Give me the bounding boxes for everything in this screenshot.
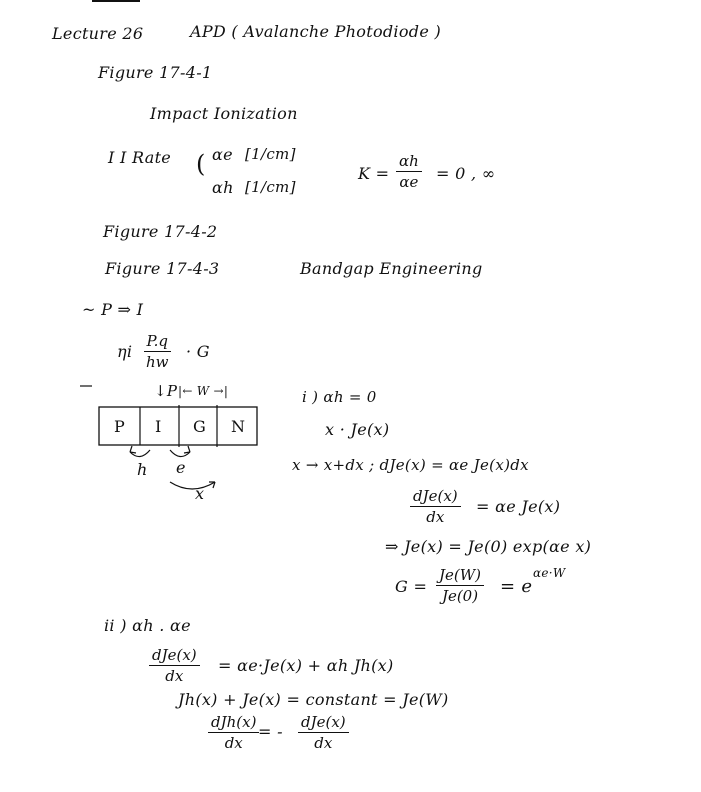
gain-fraction — [436, 566, 484, 605]
case-2-hole-derivative — [208, 713, 259, 752]
case-1-derivative-num: dJe(x) — [410, 487, 461, 507]
case-2-derivative-num: dJe(x) — [149, 646, 200, 666]
alpha-e-unit: [1/cm] — [245, 145, 296, 163]
case-1-title: i ) αh = 0 — [302, 388, 377, 406]
alpha-h-unit: [1/cm] — [245, 178, 296, 196]
alpha-e-symbol: αe — [212, 145, 233, 164]
layer-i: I — [155, 417, 162, 436]
ii-rate-label: I I Rate — [108, 148, 172, 167]
electron-arrow — [170, 450, 190, 457]
layer-p: P — [114, 417, 126, 436]
gain-denominator: Je(0) — [441, 587, 479, 605]
case-2-constant: Jh(x) + Je(x) = constant = Je(W) — [178, 690, 449, 709]
case-1-solution: ⇒ Je(x) = Je(0) exp(αe x) — [385, 537, 592, 556]
figure-3-label: Figure 17-4-3 — [105, 259, 220, 278]
case-2-electron-derivative — [298, 713, 349, 752]
k-ratio-numerator: αh — [396, 152, 422, 172]
width-label: |← W →| — [178, 384, 229, 398]
topic-title: APD ( Avalanche Photodiode ) — [190, 22, 442, 41]
case-2-title: ii ) αh . αe — [104, 616, 191, 635]
hole-label: h — [137, 460, 148, 479]
figure-2-label: Figure 17-4-2 — [103, 222, 218, 241]
layer-g: G — [193, 417, 207, 436]
case-1-line-2: x → x+dx ; dJe(x) = αe Je(x)dx — [292, 456, 529, 474]
electron-arrowhead — [184, 446, 190, 453]
electron-label: e — [176, 458, 186, 477]
case-2-electron-derivative-den: dx — [314, 734, 333, 752]
gain-lhs: G = — [395, 577, 428, 596]
k-ratio-denominator: αe — [399, 173, 419, 191]
alpha-h-symbol: αh — [212, 178, 234, 197]
case-1-derivative-den: dx — [426, 508, 445, 526]
p-to-i-label: ~ P ⇒ I — [82, 300, 144, 319]
case-2-derivative — [149, 646, 200, 685]
case-1-derivative-rhs: = αe Je(x) — [476, 497, 561, 516]
case-2-derivative-rhs: = αe·Je(x) + αh Jh(x) — [218, 656, 394, 675]
k-ratio-lhs: K = — [358, 164, 390, 183]
gain-rhs: = e — [500, 576, 533, 597]
rate-brace: ( — [196, 150, 206, 178]
eta-prefix: ηi — [117, 342, 133, 361]
case-2-electron-derivative-num: dJe(x) — [298, 713, 349, 733]
case-1-derivative — [410, 487, 461, 526]
case-2-derivative-den: dx — [165, 667, 184, 685]
eta-suffix: · G — [186, 342, 210, 361]
figure-1-label: Figure 17-4-1 — [98, 63, 213, 82]
k-ratio-rhs: = 0 , ∞ — [436, 164, 496, 183]
impact-ionization-heading: Impact Ionization — [150, 104, 298, 123]
gain-numerator: Je(W) — [436, 566, 484, 586]
x-arrow — [170, 482, 215, 489]
light-arrow-label: ↓P — [154, 382, 178, 400]
hole-arrow — [130, 450, 150, 457]
eta-numerator: P.q — [144, 332, 171, 352]
bandgap-engineering-label: Bandgap Engineering — [300, 259, 483, 278]
case-2-hole-derivative-den: dx — [224, 734, 243, 752]
hole-arrowhead — [130, 446, 136, 453]
case-2-hole-derivative-num: dJh(x) — [208, 713, 259, 733]
layer-n: N — [231, 417, 246, 436]
case-2-equals-neg: = - — [258, 722, 283, 741]
case-1-line-1: x · Je(x) — [325, 420, 390, 439]
x-label: x — [195, 484, 205, 503]
gain-exponent: αe·W — [533, 566, 566, 580]
lecture-title: Lecture 26 — [52, 24, 144, 43]
eta-denominator: hw — [146, 353, 169, 371]
